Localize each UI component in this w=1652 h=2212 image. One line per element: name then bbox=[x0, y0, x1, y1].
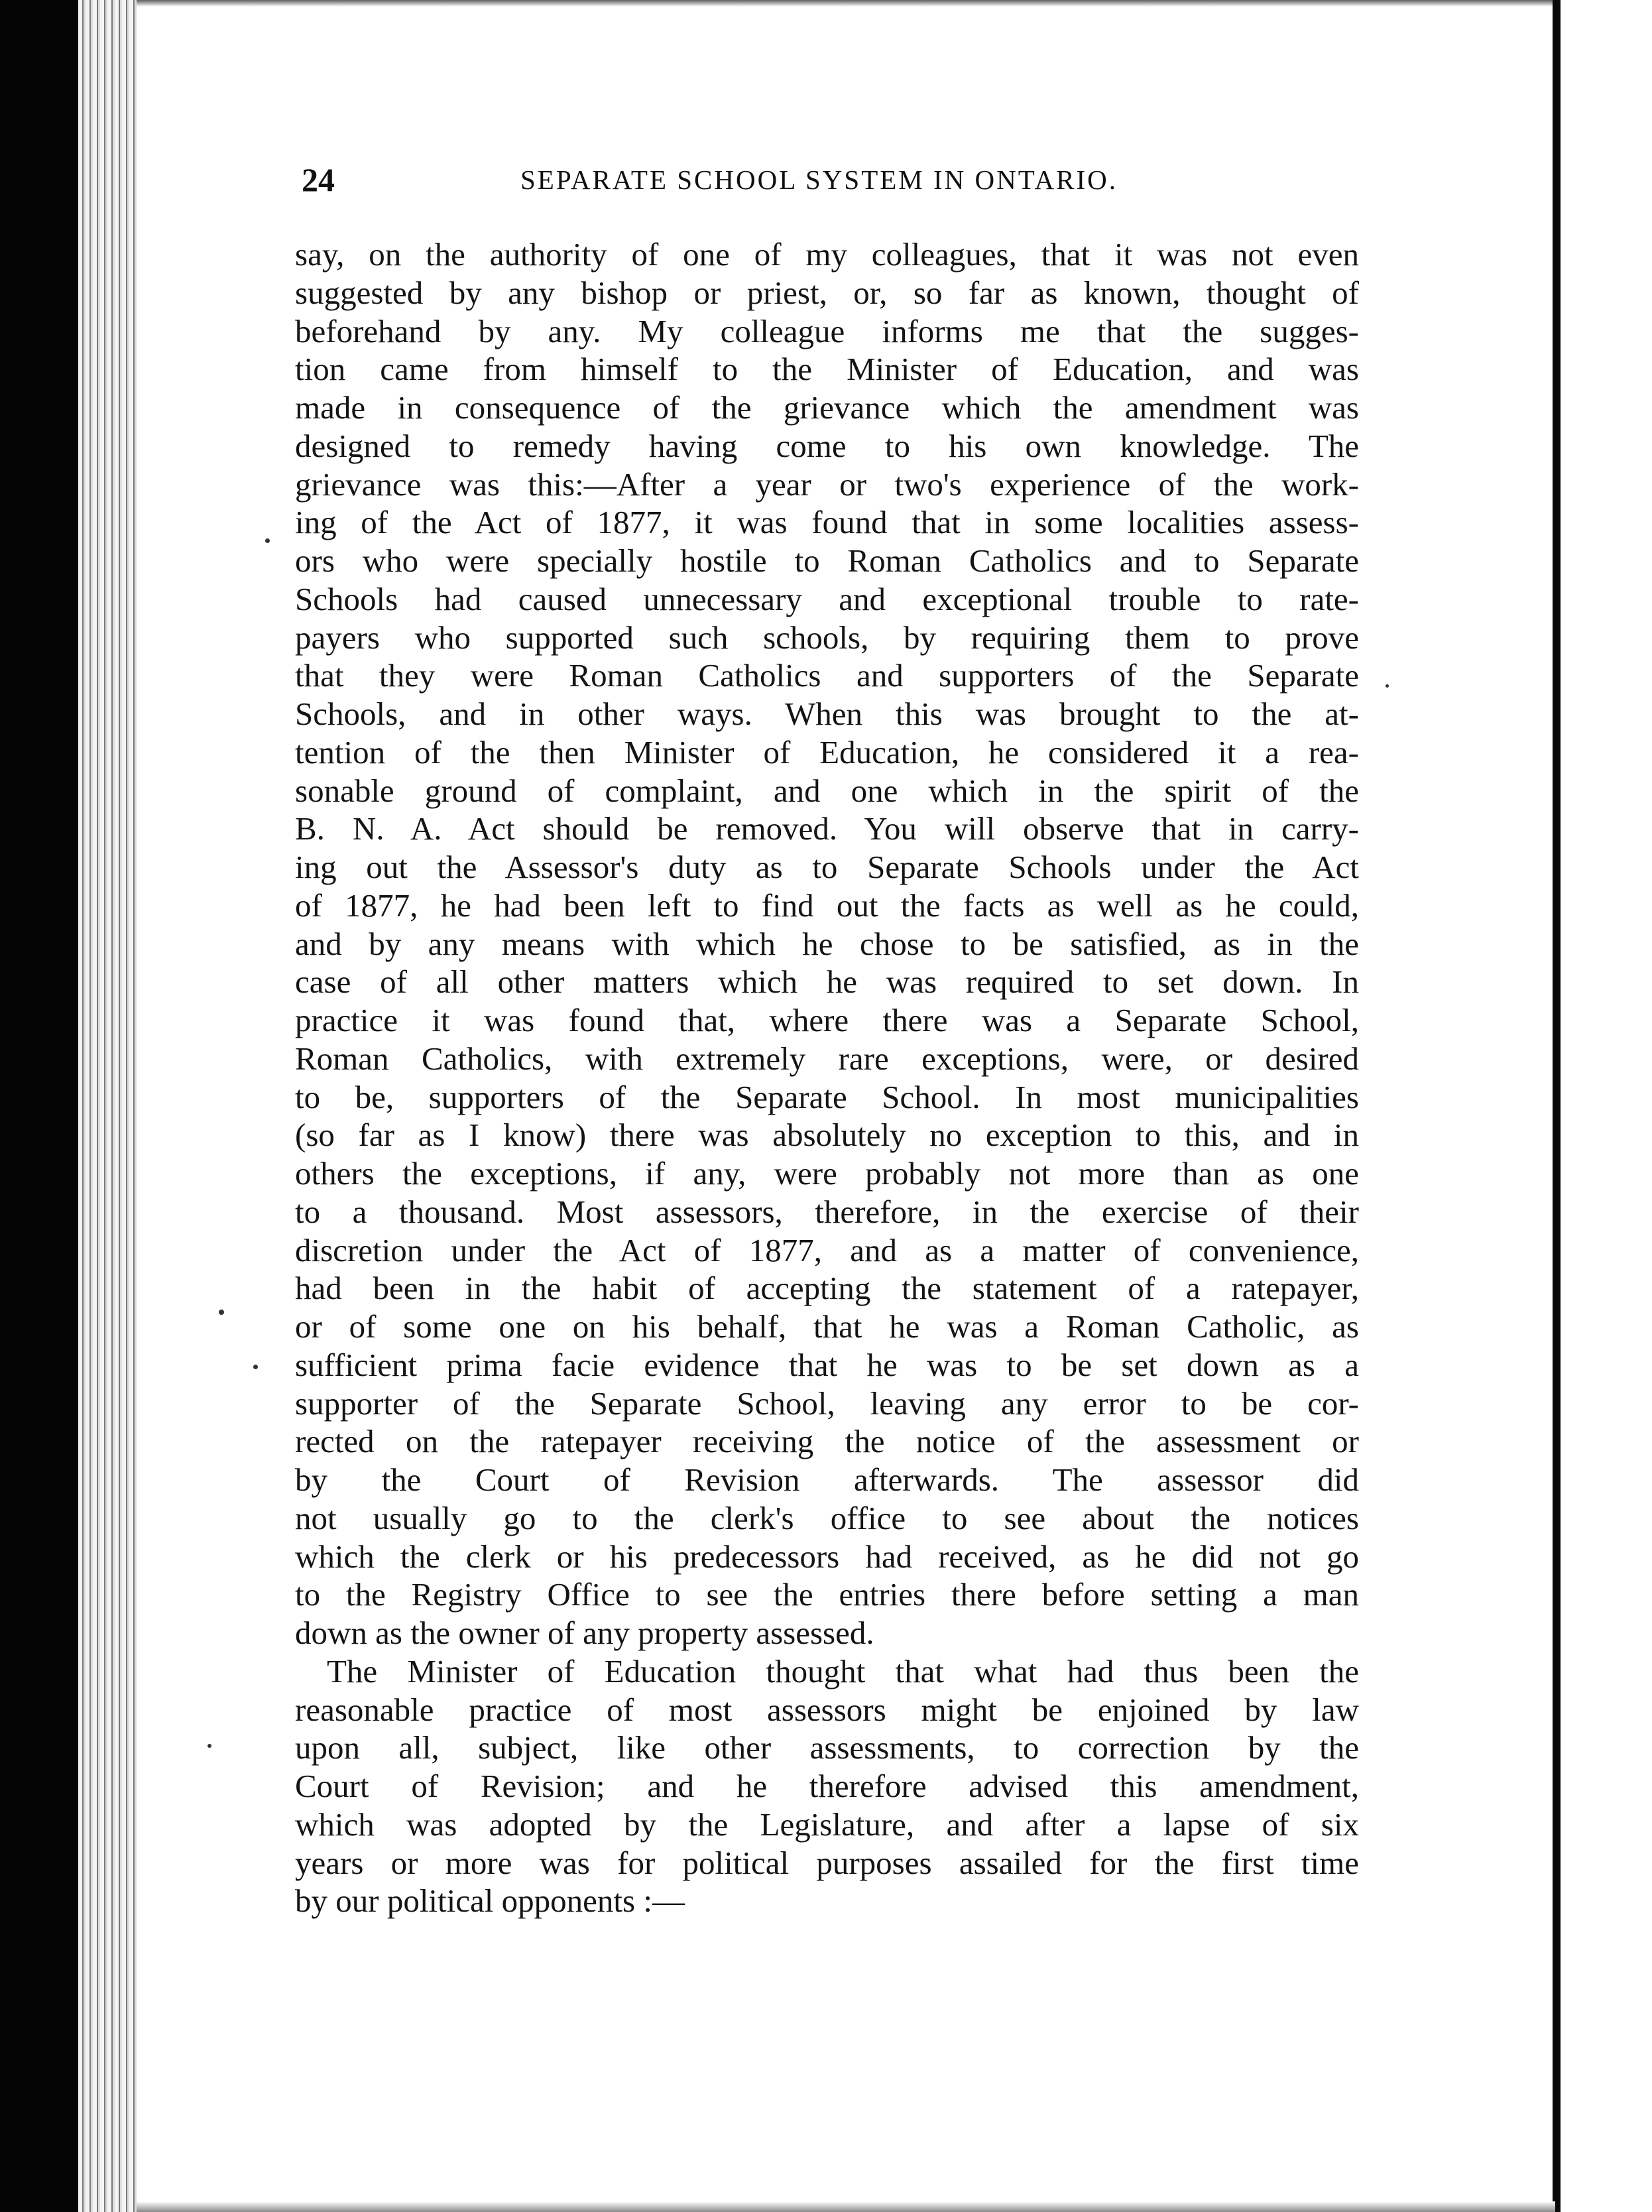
text-line: by our political opponents :— bbox=[295, 1882, 685, 1920]
page-number: 24 bbox=[302, 161, 335, 198]
page-right-edge bbox=[1553, 0, 1561, 2212]
text-line: B. N. A. Act should be removed. You will observe that in carry- bbox=[295, 810, 1359, 847]
text-line: others the exceptions, if any, were probably not more than as one bbox=[295, 1155, 1359, 1192]
text-line: and by any means with which he chose to be satisfied, as in the bbox=[295, 925, 1359, 962]
text-line: Schools, and in other ways. When this was brought to the at- bbox=[295, 696, 1359, 732]
text-line: sufficient prima facie evidence that he was to be set down as a bbox=[295, 1346, 1359, 1383]
text-line: that they were Roman Catholics and supporters of the Separate bbox=[295, 657, 1359, 694]
text-line: to the Registry Office to see the entries there before setting a man bbox=[295, 1576, 1359, 1613]
text-line: upon all, subject, like other assessments, to correction by the bbox=[295, 1729, 1359, 1766]
text-line: grievance was this:—After a year or two's experience of the work- bbox=[295, 465, 1359, 503]
text-line: payers who supported such schools, by requiring them to prove bbox=[295, 619, 1359, 656]
book-page-edges bbox=[78, 0, 137, 2212]
scan-speck bbox=[1386, 684, 1389, 688]
text-line: practice it was found that, where there was a Separate School, bbox=[295, 1002, 1359, 1038]
text-line: ors who were specially hostile to Roman Catholics and to Separate bbox=[295, 542, 1359, 579]
text-line: to a thousand. Most assessors, therefore, in the exercise of their bbox=[295, 1193, 1359, 1230]
page-bottom-edge bbox=[137, 2201, 1555, 2212]
text-line: of 1877, he had been left to find out the facts as well as he could, bbox=[295, 887, 1359, 924]
text-line: to be, supporters of the Separate School. In most municipalities bbox=[295, 1078, 1359, 1115]
text-line: beforehand by any. My colleague informs me that the sugges- bbox=[295, 312, 1359, 349]
text-line: case of all other matters which he was required to set down. In bbox=[295, 963, 1359, 1001]
scan-speck bbox=[265, 538, 270, 543]
text-line: which was adopted by the Legislature, and after a lapse of six bbox=[295, 1806, 1359, 1843]
page-top-edge bbox=[137, 0, 1555, 7]
text-line: reasonable practice of most assessors might be enjoined by law bbox=[295, 1691, 1359, 1728]
text-line: which the clerk or his predecessors had received, as he did not go bbox=[295, 1538, 1359, 1575]
text-line: by the Court of Revision afterwards. The assessor did bbox=[295, 1461, 1359, 1498]
text-line: The Minister of Education thought that what had thus been the bbox=[327, 1652, 1359, 1690]
page-header bbox=[302, 156, 1362, 203]
text-line: made in consequence of the grievance which the amendment was bbox=[295, 389, 1359, 426]
text-line: Roman Catholics, with extremely rare exceptions, were, or desired bbox=[295, 1040, 1359, 1077]
text-line: or of some one on his behalf, that he was a Roman Catholic, as bbox=[295, 1308, 1359, 1345]
text-line: tion came from himself to the Minister of Education, and was bbox=[295, 351, 1359, 388]
text-line: supporter of the Separate School, leaving any error to be cor- bbox=[295, 1384, 1359, 1422]
text-line: tention of the then Minister of Education, he considered it a rea- bbox=[295, 733, 1359, 770]
text-line: years or more was for political purposes assailed for the first time bbox=[295, 1844, 1359, 1881]
text-line: ing out the Assessor's duty as to Separate Schools under the Act bbox=[295, 849, 1359, 885]
text-line: discretion under the Act of 1877, and as a matter of convenience, bbox=[295, 1231, 1359, 1268]
text-line: Court of Revision; and he therefore advised this amendment, bbox=[295, 1768, 1359, 1804]
text-line: not usually go to the clerk's office to see about the notices bbox=[295, 1499, 1359, 1536]
text-line: say, on the authority of one of my colleagues, that it was not even bbox=[295, 236, 1359, 273]
text-line: designed to remedy having come to his own knowledge. The bbox=[295, 427, 1359, 464]
text-line: down as the owner of any property assessed. bbox=[295, 1615, 874, 1651]
text-line: ing of the Act of 1877, it was found that in some localities assess- bbox=[295, 504, 1359, 541]
text-line: Schools had caused unnecessary and exceptional trouble to rate- bbox=[295, 580, 1359, 617]
running-title: SEPARATE SCHOOL SYSTEM IN ONTARIO. bbox=[520, 164, 1118, 195]
text-line: suggested by any bishop or priest, or, so far as known, thought of bbox=[295, 274, 1359, 311]
body-text bbox=[295, 235, 1359, 1920]
scan-speck bbox=[207, 1744, 211, 1748]
text-line: had been in the habit of accepting the statement of a ratepayer, bbox=[295, 1270, 1359, 1307]
scan-speck bbox=[253, 1365, 258, 1369]
text-line: rected on the ratepayer receiving the notice of the assessment or bbox=[295, 1423, 1359, 1460]
text-line: sonable ground of complaint, and one which in the spirit of the bbox=[295, 772, 1359, 809]
scan-margin-left bbox=[0, 0, 78, 2212]
text-line: (so far as I know) there was absolutely no exception to this, and in bbox=[295, 1117, 1359, 1154]
scan-speck bbox=[219, 1310, 224, 1315]
